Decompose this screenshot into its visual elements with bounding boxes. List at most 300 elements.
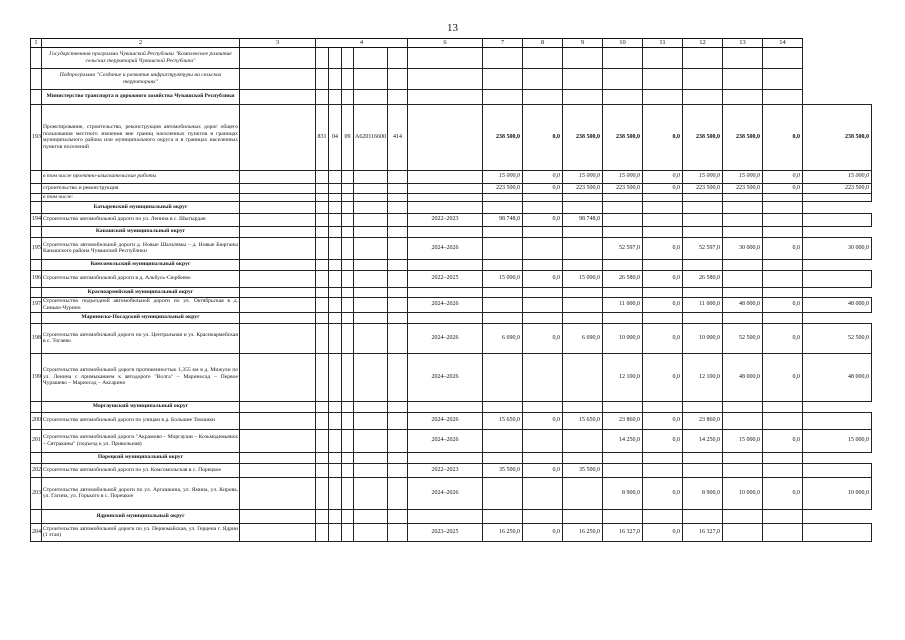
value-cell [523,401,563,412]
header-cell: 2 [42,39,240,48]
value-cell: 238 500,0 [563,104,603,170]
value-cell [563,259,603,270]
row-number-cell: 197 [31,297,42,312]
value-cell [763,312,803,323]
value-cell: 0,0 [643,170,683,183]
value-cell: 14 250,0 [603,429,643,452]
kbk-expense-type-cell [388,270,408,287]
kbk-subsection-cell [342,412,354,429]
value-cell [803,270,872,287]
value-cell [603,509,643,523]
empty-cell [240,477,316,509]
item-name-cell: Строительство автомобильной дороги по ул. Комсомольская в с. Порецкое [42,463,240,477]
value-cell: 0,0 [643,104,683,170]
kbk-cell [316,47,329,68]
kbk-cell [354,226,388,237]
kbk-cell [354,401,388,412]
value-cell [523,477,563,509]
program-heading-row [31,68,872,89]
value-cell: 15 000,0 [803,170,872,183]
value-cell: 0,0 [643,270,683,287]
header-cell: 9 [563,39,603,48]
value-cell [643,226,683,237]
value-cell [723,259,763,270]
kbk-cell [316,259,329,270]
value-cell: 0,0 [523,104,563,170]
value-cell [643,213,683,226]
kbk-cell [354,509,388,523]
value-cell: 48 000,0 [723,297,763,312]
value-cell [683,193,723,201]
empty-cell [240,509,316,523]
section-row [31,226,872,237]
value-cell [408,312,483,323]
kbk-subsection-cell [342,463,354,477]
kbk-expense-type-cell [388,353,408,401]
value-cell: 6 690,0 [483,323,523,353]
value-cell [483,201,523,213]
row-number-cell [31,201,42,213]
value-cell [683,287,723,297]
value-cell [643,509,683,523]
kbk-expense-type-cell [388,170,408,183]
kbk-section-cell: 04 [329,104,342,170]
value-cell [803,213,872,226]
value-cell: 0,0 [523,170,563,183]
value-cell [803,523,872,541]
kbk-expense-type-cell: 414 [388,104,408,170]
value-cell [763,452,803,463]
kbk-subsection-cell [342,353,354,401]
value-cell [723,412,763,429]
value-cell [483,68,523,89]
kbk-cell [329,287,342,297]
kbk-subsection-cell [342,183,354,193]
value-cell [763,509,803,523]
value-cell: 0,0 [763,104,803,170]
row-number-cell [31,170,42,183]
row-number-cell [31,401,42,412]
value-cell [683,47,723,68]
kbk-ministry-cell [316,429,329,452]
kbk-cell [354,201,388,213]
section-title: Канашский муниципальный округ [42,226,240,237]
value-cell: 238 500,0 [483,104,523,170]
value-cell [483,259,523,270]
kbk-cell [316,68,329,89]
value-cell [763,412,803,429]
value-cell [683,312,723,323]
value-cell [643,452,683,463]
section-row [31,201,872,213]
kbk-expense-type-cell [388,297,408,312]
value-cell: 223 500,0 [803,183,872,193]
value-cell: 10 000,0 [723,477,763,509]
value-cell [603,213,643,226]
item-name-cell: строительство и реконструкция [42,183,240,193]
value-cell: 23 860,0 [603,412,643,429]
value-cell [483,89,523,104]
kbk-cell [354,68,388,89]
kbk-ministry-cell [316,237,329,259]
period-cell [408,193,483,201]
empty-cell [240,104,316,170]
value-cell [683,201,723,213]
kbk-ministry-cell [316,170,329,183]
kbk-cell [342,47,354,68]
kbk-cell [388,312,408,323]
value-cell: 0,0 [643,412,683,429]
kbk-cell [388,47,408,68]
kbk-cell [329,509,342,523]
table-row [31,523,872,541]
value-cell: 12 100,0 [683,353,723,401]
value-cell [563,89,603,104]
value-cell [603,287,643,297]
value-cell: 238 500,0 [683,104,723,170]
value-cell [523,68,563,89]
value-cell [683,452,723,463]
empty-cell [240,193,316,201]
value-cell [723,213,763,226]
value-cell: 15 000,0 [683,170,723,183]
value-cell: 0,0 [643,237,683,259]
value-cell [408,401,483,412]
item-name-cell: Строительство автомобильной дороги д. Новые Шальтямы – д. Новые Бюрганы Канашского района Чувашской Республики [42,237,240,259]
empty-cell [240,401,316,412]
kbk-subsection-cell [342,297,354,312]
item-name-cell: Строительство автомобильной дороги по ул. Аргашкина, ул. Ямина, ул. Кирова, ул. Гагина, ул. Горького в с. Порецкое [42,477,240,509]
value-cell [763,226,803,237]
value-cell: 0,0 [523,213,563,226]
value-cell: 0,0 [643,523,683,541]
item-name-cell: Строительство автомобильной дороги по ул. Ленина в с. Шыгырдан [42,213,240,226]
value-cell [763,68,803,89]
row-number-cell: 200 [31,412,42,429]
item-name-cell: в том числе: [42,193,240,201]
kbk-subsection-cell [342,429,354,452]
row-number-cell [31,312,42,323]
value-cell: 23 860,0 [683,412,723,429]
value-cell [763,47,803,68]
row-number-cell [31,183,42,193]
value-cell: 223 500,0 [563,183,603,193]
kbk-cell [316,226,329,237]
item-name-cell: в том числе проектно-изыскательские работы [42,170,240,183]
kbk-cell [354,287,388,297]
section-row [31,509,872,523]
kbk-ministry-cell [316,477,329,509]
value-cell: 8 900,0 [683,477,723,509]
empty-cell [240,259,316,270]
value-cell: 10 000,0 [603,323,643,353]
kbk-cell [388,287,408,297]
empty-cell [240,183,316,193]
row-number-cell: 193 [31,104,42,170]
kbk-section-cell [329,170,342,183]
value-cell [563,193,603,201]
header-cell: 1 [31,39,42,48]
section-title: Порецкий муниципальный округ [42,452,240,463]
header-cell: 4 [316,39,408,48]
row-number-cell: 196 [31,270,42,287]
table-row [31,193,872,201]
value-cell [483,297,523,312]
kbk-expense-type-cell [388,477,408,509]
empty-cell [240,226,316,237]
kbk-cell [329,259,342,270]
kbk-section-cell [329,183,342,193]
item-name-cell: Строительство автомобильной дороги "Акрамово – Моргаушн – Козьмодемьянск – Сятраканы" (подъезд к ул. Привольная) [42,429,240,452]
value-cell [408,201,483,213]
kbk-ministry-cell [316,463,329,477]
value-cell [603,401,643,412]
value-cell: 35 500,0 [563,463,603,477]
value-cell: 52 500,0 [723,323,763,353]
value-cell [683,259,723,270]
kbk-subsection-cell [342,193,354,201]
row-number-cell: 199 [31,353,42,401]
value-cell: 0,0 [643,429,683,452]
period-cell: 2024–2026 [408,477,483,509]
value-cell [603,259,643,270]
empty-cell [240,89,316,104]
value-cell: 0,0 [523,323,563,353]
value-cell [483,429,523,452]
value-cell [563,201,603,213]
row-number-cell [31,193,42,201]
value-cell: 0,0 [763,477,803,509]
item-name-cell: Строительство автомобильной дороги по ул. Первомайская, ул. Герцена г. Ядрин (1 этап) [42,523,240,541]
kbk-section-cell [329,412,342,429]
value-cell [523,47,563,68]
value-cell [523,259,563,270]
kbk-target-cell [354,213,388,226]
kbk-expense-type-cell [388,429,408,452]
period-cell: 2024–2026 [408,353,483,401]
kbk-subsection-cell [342,213,354,226]
empty-cell [240,201,316,213]
row-number-cell [31,226,42,237]
value-cell [603,201,643,213]
header-cell: 10 [603,39,643,48]
value-cell [483,226,523,237]
table-row [31,270,872,287]
kbk-expense-type-cell [388,213,408,226]
period-cell: 2024–2026 [408,323,483,353]
value-cell [483,509,523,523]
value-cell: 223 500,0 [723,183,763,193]
section-row [31,259,872,270]
kbk-cell [316,452,329,463]
kbk-expense-type-cell [388,523,408,541]
value-cell [563,509,603,523]
kbk-target-cell [354,463,388,477]
value-cell [763,201,803,213]
kbk-target-cell [354,193,388,201]
value-cell [763,463,803,477]
row-number-cell [31,452,42,463]
kbk-target-cell [354,237,388,259]
empty-cell [240,237,316,259]
kbk-target-cell [354,170,388,183]
kbk-section-cell [329,297,342,312]
empty-cell [240,353,316,401]
kbk-cell [342,68,354,89]
value-cell [643,287,683,297]
value-cell [563,237,603,259]
period-cell: 2024–2026 [408,237,483,259]
kbk-cell [316,201,329,213]
kbk-target-cell [354,412,388,429]
value-cell [563,477,603,509]
value-cell [408,89,483,104]
header-cell: 7 [483,39,523,48]
kbk-expense-type-cell [388,412,408,429]
value-cell [683,213,723,226]
value-cell [723,287,763,297]
value-cell [763,89,803,104]
value-cell [603,463,643,477]
empty-cell [240,297,316,312]
value-cell [763,213,803,226]
value-cell: 15 000,0 [723,429,763,452]
row-number-cell: 204 [31,523,42,541]
header-cell: 8 [523,39,563,48]
kbk-cell [329,401,342,412]
empty-cell [240,270,316,287]
value-cell: 12 100,0 [603,353,643,401]
value-cell [408,452,483,463]
kbk-section-cell [329,523,342,541]
row-number-cell [31,89,42,104]
value-cell: 0,0 [643,297,683,312]
item-name-cell: Строительство подъездной автомобильной дороги по ул. Октябрьская в д. Синьял-Чурино [43,298,238,311]
item-name-cell: Проектирование, строительство, реконструкция автомобильных дорог общего пользования местного значения вне границ населенных пунктов в границах муниципального района или муниципального округа и в границах населенных пунктов поселений [42,104,240,170]
value-cell [523,312,563,323]
value-cell [803,193,872,201]
kbk-cell [342,259,354,270]
table-row [31,237,872,259]
kbk-cell [354,89,388,104]
value-cell: 223 500,0 [603,183,643,193]
kbk-cell [342,509,354,523]
kbk-subsection-cell [342,477,354,509]
header-cell: 6 [408,39,483,48]
value-cell [603,47,643,68]
program-heading: Подпрограмма "Создание и развитие инфраструктуры на сельских территориях" [42,68,240,89]
value-cell [723,312,763,323]
kbk-cell [388,226,408,237]
kbk-cell [316,287,329,297]
value-cell [643,201,683,213]
empty-cell [240,170,316,183]
table-row [31,104,872,170]
period-cell [408,170,483,183]
value-cell [523,193,563,201]
value-cell: 0,0 [763,237,803,259]
value-cell: 0,0 [763,297,803,312]
value-cell [723,193,763,201]
item-name-cell: Строительство автомобильной дороги в д. Альбусь-Сюрбеево [42,270,240,287]
value-cell: 16 250,0 [483,523,523,541]
value-cell [683,226,723,237]
value-cell: 26 580,0 [683,270,723,287]
period-cell [408,104,483,170]
header-cell: 13 [723,39,763,48]
section-row [31,401,872,412]
kbk-ministry-cell [316,270,329,287]
value-cell [563,287,603,297]
value-cell [643,193,683,201]
value-cell [643,68,683,89]
value-cell: 11 000,0 [683,297,723,312]
kbk-section-cell [329,477,342,509]
empty-cell [240,312,316,323]
value-cell: 6 690,0 [563,323,603,353]
value-cell [523,353,563,401]
value-cell [563,429,603,452]
value-cell [603,193,643,201]
kbk-target-cell [354,353,388,401]
value-cell [523,89,563,104]
kbk-expense-type-cell [388,183,408,193]
kbk-subsection-cell [342,523,354,541]
value-cell [723,452,763,463]
value-cell: 15 000,0 [483,270,523,287]
kbk-cell [354,452,388,463]
value-cell [563,297,603,312]
value-cell [483,401,523,412]
value-cell [523,452,563,463]
page-number: 13 [447,22,458,34]
kbk-cell [329,201,342,213]
value-cell [763,287,803,297]
value-cell [723,89,763,104]
section-title: Красноармейский муниципальный округ [42,287,240,297]
value-cell: 238 500,0 [723,104,763,170]
value-cell: 30 000,0 [723,237,763,259]
value-cell [763,523,803,541]
kbk-cell [342,89,354,104]
value-cell [483,237,523,259]
value-cell: 98 748,0 [483,213,523,226]
value-cell [483,452,523,463]
table-row [31,429,872,452]
value-cell: 48 000,0 [803,353,872,401]
value-cell [723,509,763,523]
value-cell: 15 000,0 [563,170,603,183]
kbk-expense-type-cell [388,193,408,201]
value-cell [683,89,723,104]
section-title: Моргаушский муниципальный округ [42,401,240,412]
value-cell: 15 000,0 [803,429,872,452]
kbk-expense-type-cell [388,237,408,259]
period-cell: 2022–2023 [408,213,483,226]
empty-cell [240,429,316,452]
kbk-target-cell [354,183,388,193]
value-cell: 35 500,0 [483,463,523,477]
kbk-ministry-cell [316,353,329,401]
kbk-cell [316,89,329,104]
value-cell [603,89,643,104]
kbk-section-cell [329,213,342,226]
value-cell [483,353,523,401]
value-cell [408,509,483,523]
table-row [31,412,872,429]
kbk-expense-type-cell [388,463,408,477]
value-cell [483,477,523,509]
